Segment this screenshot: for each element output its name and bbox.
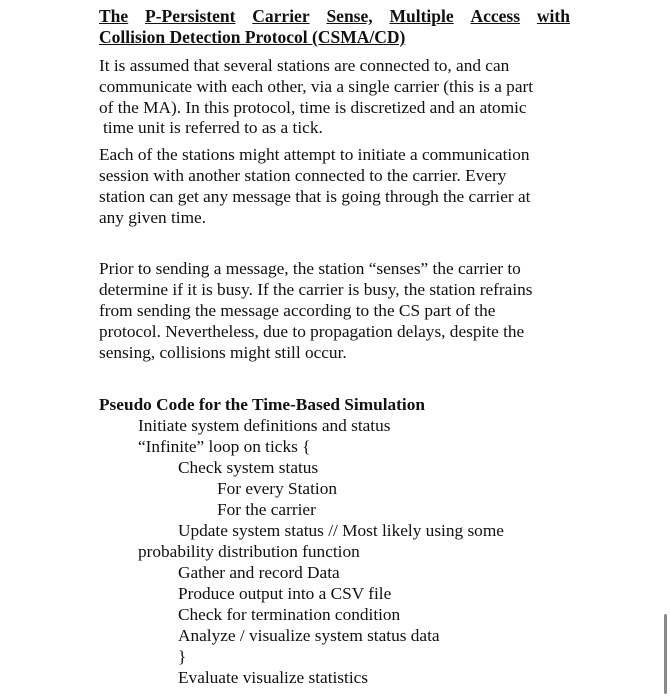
code-line: Evaluate visualize statistics	[178, 668, 369, 688]
code-line: Gather and record Data	[178, 563, 340, 583]
code-line: “Infinite” loop on ticks {	[138, 437, 311, 457]
title-word: Access	[470, 6, 521, 26]
text-line: It is assumed that several stations are connected to, and can	[99, 56, 510, 75]
text-line: communicate with each other, via a single carrier (this is a part	[99, 76, 534, 96]
code-line: For the carrier	[217, 500, 316, 520]
code-line: Update system status // Most likely using some	[178, 521, 504, 541]
title-word: Sense,	[326, 6, 373, 26]
document-title	[99, 6, 579, 48]
title-line-2: Collision Detection Protocol (CSMA/CD)	[99, 27, 406, 47]
code-line: Check for termination condition	[178, 605, 401, 625]
paragraph-stations	[99, 145, 579, 228]
text-line: session with another station connected to the carrier. Every	[99, 165, 507, 185]
vertical-scrollbar[interactable]	[664, 614, 667, 694]
text-line: from sending the message according to the CS part of the	[99, 300, 496, 320]
code-line: }	[178, 647, 187, 667]
text-line: time unit is referred to as a tick.	[103, 118, 323, 138]
pseudocode-block	[99, 415, 579, 688]
code-line: Produce output into a CSV file	[178, 584, 392, 604]
code-line: Analyze / visualize system status data	[178, 626, 440, 646]
paragraph-carrier-assumption	[99, 56, 579, 139]
code-line: probability distribution function	[138, 542, 360, 562]
code-line: Check system status	[178, 458, 319, 478]
text-line: sensing, collisions might still occur.	[99, 342, 347, 362]
paragraph-carrier-sensing	[99, 259, 579, 363]
document-page	[99, 6, 579, 688]
title-word: The	[99, 6, 129, 26]
title-word: with	[536, 6, 570, 26]
code-line: Initiate system definitions and status	[138, 416, 391, 436]
title-line-1	[99, 6, 570, 27]
text-line: protocol. Nevertheless, due to propagation delays, despite the	[99, 321, 525, 341]
title-word: Carrier	[252, 6, 310, 26]
text-line: any given time.	[99, 207, 207, 227]
text-line: determine if it is busy. If the carrier is busy, the station refrains	[99, 280, 533, 300]
text-line: station can get any message that is going through the carrier at	[99, 186, 531, 206]
text-line: of the MA). In this protocol, time is discretized and an atomic	[99, 97, 527, 117]
text-line: Prior to sending a message, the station “senses” the carrier to	[99, 259, 521, 279]
code-line: For every Station	[217, 479, 337, 499]
title-word: P-Persistent	[145, 6, 236, 26]
pseudocode-heading: Pseudo Code for the Time-Based Simulation	[99, 395, 425, 415]
title-word: Multiple	[389, 6, 454, 26]
text-line: Each of the stations might attempt to initiate a communication	[99, 145, 530, 165]
